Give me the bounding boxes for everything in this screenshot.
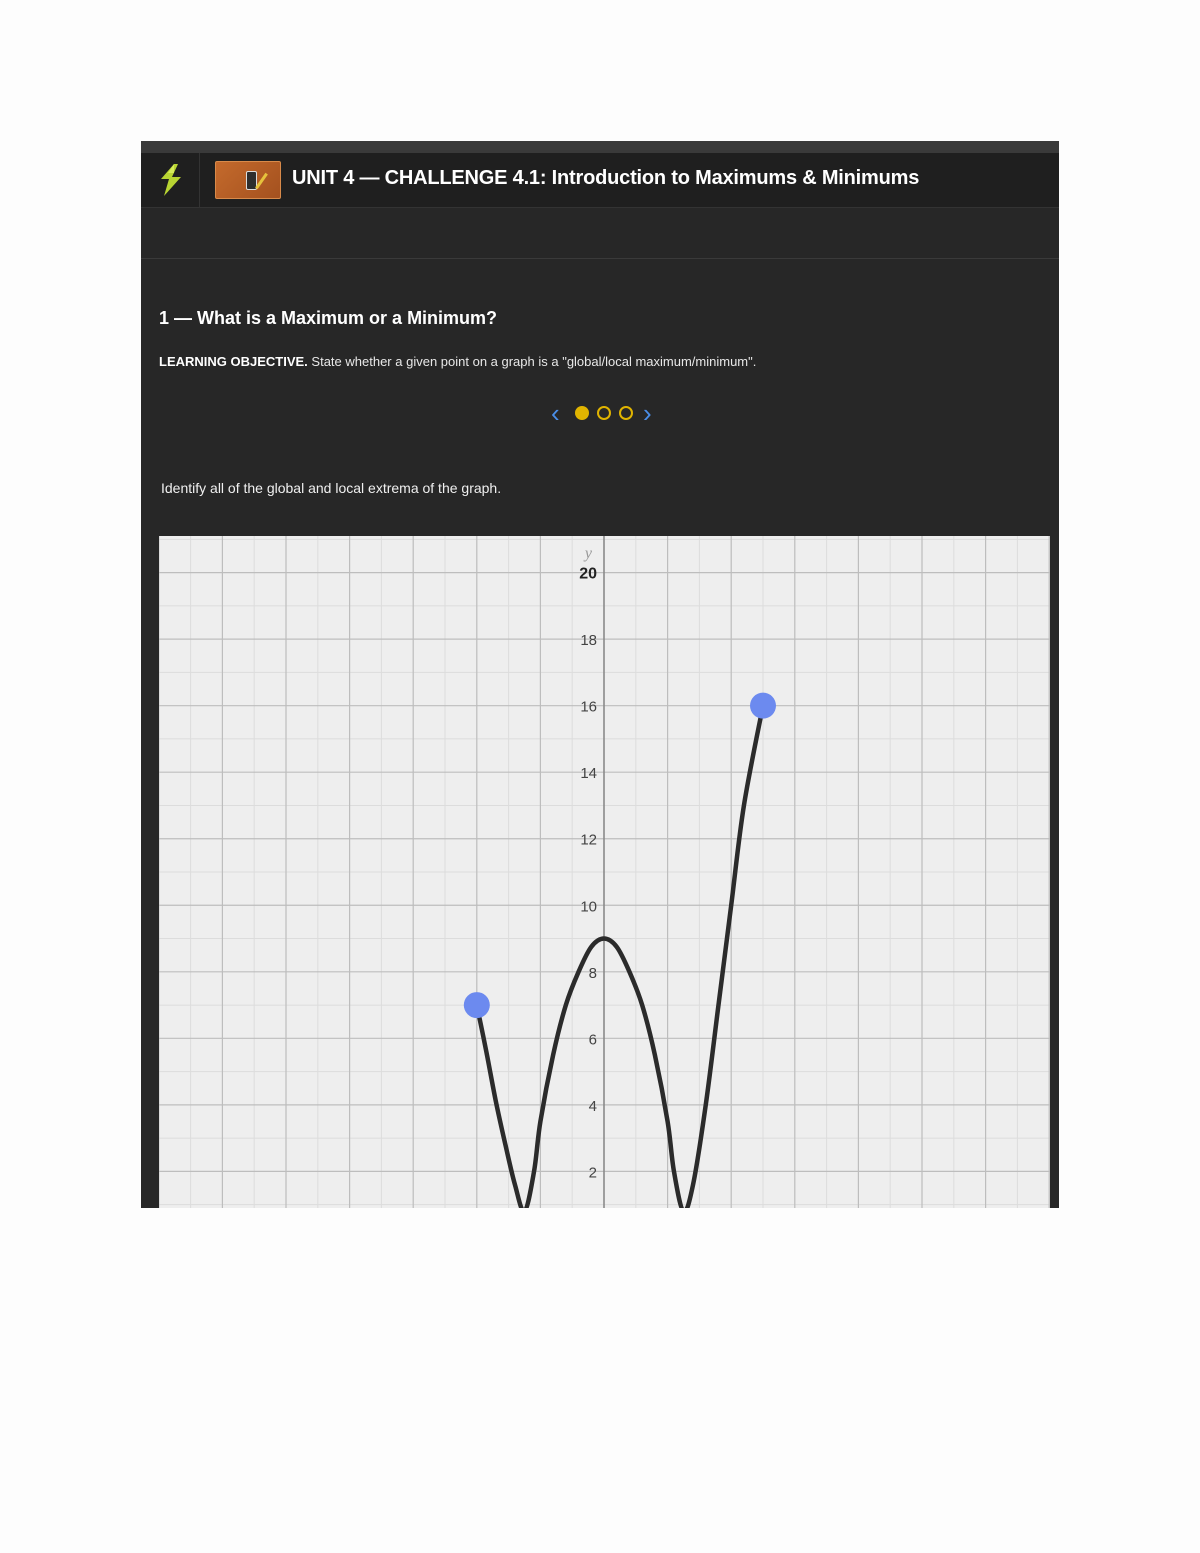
y-tick-label: 8 xyxy=(588,964,597,982)
app-window xyxy=(141,141,1059,1208)
step-dot-2[interactable] xyxy=(597,406,611,420)
graph-panel xyxy=(159,536,1050,1208)
page-title: UNIT 4 — CHALLENGE 4.1: Introduction to Maximums & Minimums xyxy=(292,167,920,189)
header-bar xyxy=(141,153,1059,208)
function-curve xyxy=(477,706,763,1208)
y-tick-label: 18 xyxy=(580,632,597,650)
objective-text: State whether a given point on a graph is a "global/local maximum/minimum". xyxy=(311,354,757,369)
question-instruction: Identify all of the global and local extrema of the graph. xyxy=(161,480,502,496)
y-tick-label: 20 xyxy=(579,565,597,583)
y-tick-label: 4 xyxy=(588,1097,597,1115)
y-tick-label: 12 xyxy=(580,831,597,849)
chevron-right-icon[interactable]: › xyxy=(643,398,652,428)
browser-strip xyxy=(141,141,1059,153)
y-tick-label: 14 xyxy=(580,765,597,783)
header-divider xyxy=(199,153,200,207)
y-tick-label: 10 xyxy=(580,898,597,916)
section-title: 1 — What is a Maximum or a Minimum? xyxy=(159,308,498,328)
chevron-left-icon[interactable]: ‹ xyxy=(551,398,560,428)
sub-toolbar xyxy=(141,208,1059,259)
objective-label: LEARNING OBJECTIVE. xyxy=(159,354,308,369)
endpoint-marker xyxy=(750,693,776,719)
pen-icon xyxy=(255,173,268,189)
sophia-logo-icon[interactable] xyxy=(155,162,187,198)
course-thumbnail-icon[interactable] xyxy=(215,161,281,199)
step-pager xyxy=(551,399,661,429)
function-graph xyxy=(159,536,1050,1208)
y-tick-label: 16 xyxy=(580,698,597,716)
endpoint-marker xyxy=(464,992,490,1018)
step-dot-3[interactable] xyxy=(619,406,633,420)
y-axis-label: y xyxy=(584,545,592,562)
y-tick-label: 2 xyxy=(588,1164,597,1182)
step-dot-1[interactable] xyxy=(575,406,589,420)
y-tick-label: 6 xyxy=(588,1031,597,1049)
learning-objective xyxy=(159,354,756,369)
